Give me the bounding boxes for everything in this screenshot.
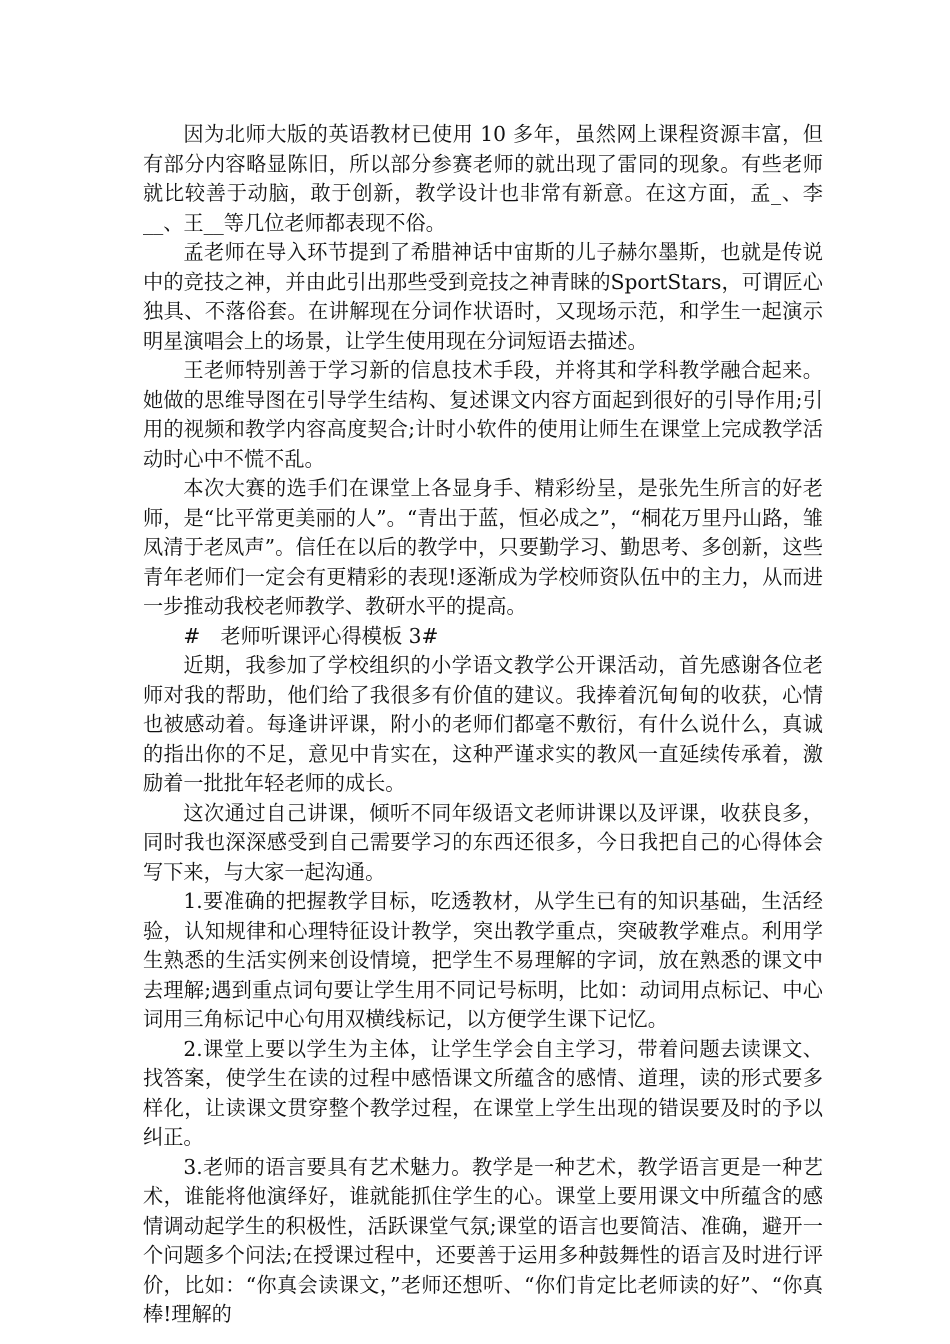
paragraph-4: 本次大赛的选手们在课堂上各显身手、精彩纷呈，是张先生所言的好老师，是“比平常更美丽的人”。“青出于蓝，恒必成之”，“桐花万里丹山路，雏凤清于老凤声”。信任在以后的教学中，只要勤学习、勤思考、多创新，这些青年老师们一定会有更精彩的表现!逐渐成为学校师资队伍中的主力，从而进一步推动我校老师教学、教研水平的提高。	[143, 476, 823, 618]
paragraph-7: 1.要准确的把握教学目标，吃透教材，从学生已有的知识基础，生活经验，认知规律和心理特征设计教学，突出教学重点，突破教学难点。利用学生熟悉的生活实例来创设情境，把学生不易理解的字词，放在熟悉的课文中去理解;遇到重点词句要让学生用不同记号标明，比如：动词用点标记、中心词用三角标记中心句用双横线标记，以方便学生课下记忆。	[143, 889, 823, 1031]
paragraph-6: 这次通过自己讲课，倾听不同年级语文老师讲课以及评课，收获良多，同时我也深深感受到自己需要学习的东西还很多，今日我把自己的心得体会写下来，与大家一起沟通。	[143, 800, 823, 884]
paragraph-5: 近期，我参加了学校组织的小学语文教学公开课活动，首先感谢各位老师对我的帮助，他们给了我很多有价值的建议。我捧着沉甸甸的收获，心情也被感动着。每逢讲评课，附小的老师们都毫不敷衍，有什么说什么，真诚的指出你的不足，意见中肯实在，这种严谨求实的教风一直延续传承着，激励着一批批年轻老师的成长。	[143, 653, 823, 795]
document-body	[143, 120, 823, 1330]
paragraph-1: 因为北师大版的英语教材已使用 10 多年，虽然网上课程资源丰富，但有部分内容略显陈旧，所以部分参赛老师的就出现了雷同的现象。有些老师就比较善于动脑，敢于创新，教学设计也非常有新意。在这方面，孟_、李__、王__等几位老师都表现不俗。	[143, 122, 823, 235]
paragraph-9: 3.老师的语言要具有艺术魅力。教学是一种艺术，教学语言更是一种艺术，谁能将他演绎好，谁就能抓住学生的心。课堂上要用课文中所蕴含的感情调动起学生的积极性，活跃课堂气氛;课堂的语言也要简洁、准确，避开一个问题多个问法;在授课过程中，还要善于运用多种鼓舞性的语言及时进行评价，比如：“你真会读课文，”老师还想听、“你们肯定比老师读的好”、“你真棒!理解的	[143, 1154, 823, 1326]
paragraph-8: 2.课堂上要以学生为主体，让学生学会自主学习，带着问题去读课文、找答案，使学生在读的过程中感悟课文所蕴含的感情、道理，读的形式要多样化，让读课文贯穿整个教学过程，在课堂上学生出现的错误要及时的予以纠正。	[143, 1036, 823, 1149]
section-heading: # 老师听课评心得模板 3#	[183, 623, 439, 648]
paragraph-2: 孟老师在导入环节提到了希腊神话中宙斯的儿子赫尔墨斯，也就是传说中的竞技之神，并由此引出那些受到竞技之神青睐的SportStars，可谓匠心独具、不落俗套。在讲解现在分词作状语时，又现场示范，和学生一起演示明星演唱会上的场景，让学生使用现在分词短语去描述。	[143, 240, 823, 353]
paragraph-3: 王老师特别善于学习新的信息技术手段，并将其和学科教学融合起来。她做的思维导图在引导学生结构、复述课文内容方面起到很好的引导作用;引用的视频和教学内容高度契合;计时小软件的使用让师生在课堂上完成教学活动时心中不慌不乱。	[143, 358, 823, 471]
